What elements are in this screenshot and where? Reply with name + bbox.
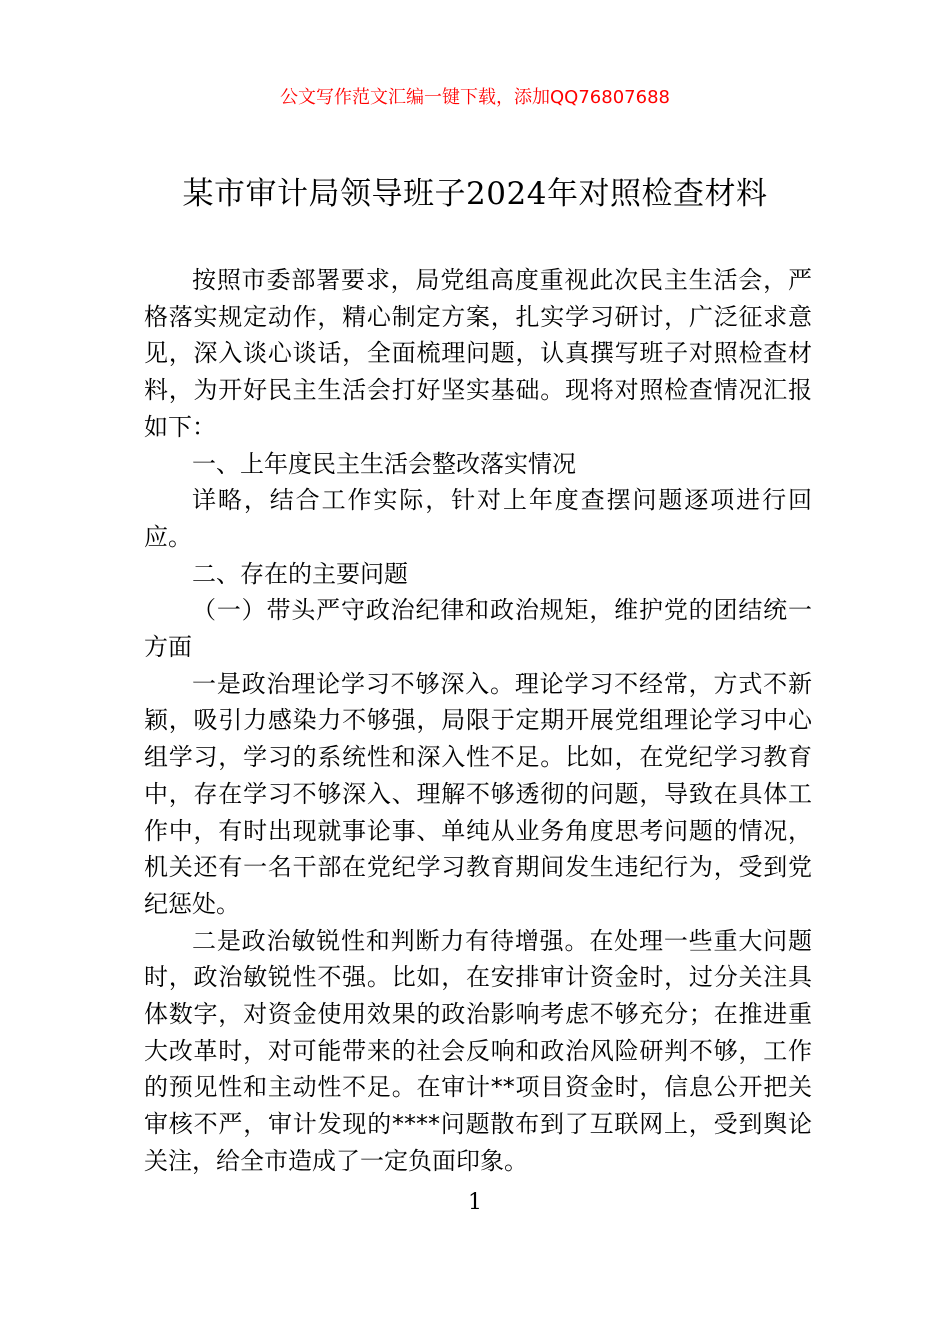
heading-section-1: 一、上年度民主生活会整改落实情况 [192,449,576,478]
subheading-2-1: （一）带头严守政治纪律和政治规矩，维护党的团结统一方面 [144,596,812,662]
paragraph-problem-2: 二是政治敏锐性和判断力有待增强。在处理一些重大问题时，政治敏锐性不强。比如，在安排审计资金时，过分关注具体数字，对资金使用效果的政治影响考虑不够充分；在推进重大改革时，对可能带来的社会反响和政治风险研判不够，工作的预见性和主动性不足。在审计**项目资金时，信息公开把关审核不严，审计发现的****问题散布到了互联网上，受到舆论关注，给全市造成了一定负面印象。 [144,926,812,1175]
header-download-note: 公文写作范文汇编一键下载，添加QQ76807688 [280,87,670,108]
paragraph-intro: 按照市委部署要求，局党组高度重视此次民主生活会，严格落实规定动作，精心制定方案，扎实学习研讨，广泛征求意见，深入谈心谈话，全面梳理问题，认真撰写班子对照检查材料，为开好民主生活会打好坚实基础。现将对照检查情况汇报如下： [144,266,812,441]
heading-section-2: 二、存在的主要问题 [192,559,408,588]
document-body [144,262,812,1180]
document-title: 某市审计局领导班子2024年对照检查材料 [182,176,768,212]
paragraph-section-1: 详略，结合工作实际，针对上年度查摆问题逐项进行回应。 [144,486,812,551]
paragraph-problem-1: 一是政治理论学习不够深入。理论学习不经常，方式不新颖，吸引力感染力不够强，局限于定期开展党组理论学习中心组学习，学习的系统性和深入性不足。比如，在党纪学习教育中，存在学习不够深入、理解不够透彻的问题，导致在具体工作中，有时出现就事论事、单纯从业务角度思考问题的情况，机关还有一名干部在党纪学习教育期间发生违纪行为，受到党纪惩处。 [144,669,812,918]
page-number: 1 [468,1190,482,1215]
